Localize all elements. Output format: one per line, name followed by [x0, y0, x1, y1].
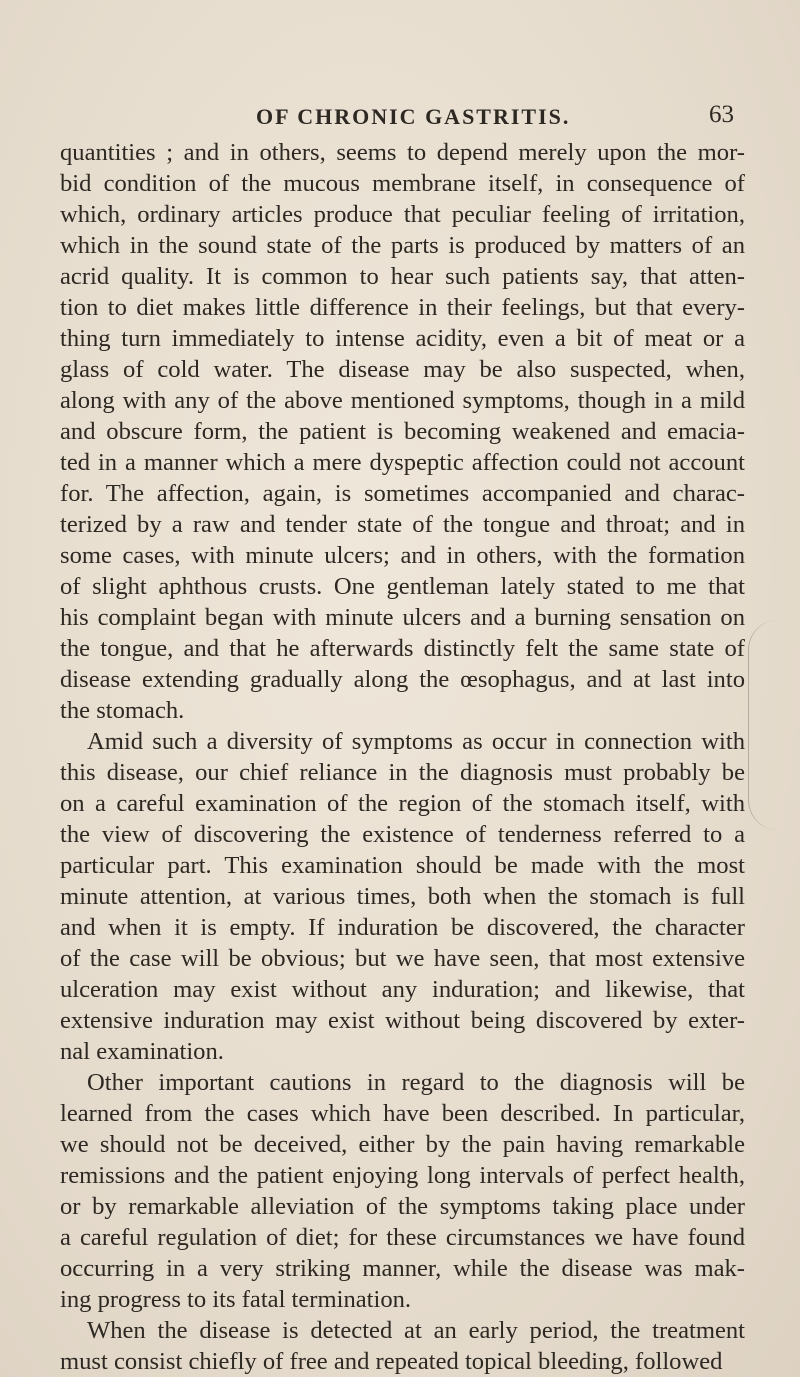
text-line: the view of discovering the existence of tenderness referred to a: [60, 821, 745, 848]
text-line: must consist chiefly of free and repeated topical bleeding, followed: [60, 1348, 723, 1375]
text-line: terized by a raw and tender state of the tongue and throat; and in: [60, 511, 745, 538]
page-number: 63: [709, 101, 734, 128]
text-line: and obscure form, the patient is becoming weakened and emacia-: [60, 418, 745, 445]
text-line: Amid such a diversity of symptoms as occur in connection with: [87, 728, 745, 755]
text-line: of slight aphthous crusts. One gentleman lately stated to me that: [60, 573, 745, 600]
binding-shadow: [748, 620, 789, 830]
text-line: occurring in a very striking manner, while the disease was mak-: [60, 1255, 745, 1282]
text-line: remissions and the patient enjoying long intervals of perfect health,: [60, 1162, 745, 1189]
text-line: ing progress to its fatal termination.: [60, 1286, 412, 1313]
text-line: glass of cold water. The disease may be also suspected, when,: [60, 356, 745, 383]
text-line: which, ordinary articles produce that peculiar feeling of irritation,: [60, 201, 745, 228]
text-line: which in the sound state of the parts is produced by matters of an: [60, 232, 745, 259]
running-title: OF CHRONIC GASTRITIS.: [256, 104, 571, 129]
text-line: the tongue, and that he afterwards distinctly felt the same state of: [60, 635, 745, 662]
text-line: disease extending gradually along the œsophagus, and at last into: [60, 666, 745, 693]
text-line: particular part. This examination should be made with the most: [60, 852, 745, 879]
text-line: nal examination.: [60, 1038, 224, 1065]
text-line: ted in a manner which a mere dyspeptic affection could not account: [60, 449, 745, 476]
text-line: and when it is empty. If induration be discovered, the character: [60, 914, 745, 941]
text-line: extensive induration may exist without being discovered by exter-: [60, 1007, 745, 1034]
text-line: acrid quality. It is common to hear such patients say, that atten-: [60, 263, 745, 290]
text-line: Other important cautions in regard to the diagnosis will be: [87, 1069, 745, 1096]
text-line: ulceration may exist without any induration; and likewise, that: [60, 976, 745, 1003]
body-text: [60, 137, 745, 1377]
text-line: learned from the cases which have been described. In particular,: [60, 1100, 745, 1127]
text-line: bid condition of the mucous membrane itself, in consequence of: [60, 170, 745, 197]
text-line: thing turn immediately to intense acidity, even a bit of meat or a: [60, 325, 745, 352]
text-line: of the case will be obvious; but we have seen, that most extensive: [60, 945, 745, 972]
text-line: we should not be deceived, either by the pain having remarkable: [60, 1131, 745, 1158]
text-line: his complaint began with minute ulcers and a burning sensation on: [60, 604, 745, 631]
text-line: quantities ; and in others, seems to depend merely upon the mor-: [60, 139, 745, 166]
text-line: on a careful examination of the region of the stomach itself, with: [60, 790, 745, 817]
text-line: minute attention, at various times, both when the stomach is full: [60, 883, 745, 910]
text-line: the stomach.: [60, 697, 185, 724]
text-line: a careful regulation of diet; for these circumstances we have found: [60, 1224, 745, 1251]
text-line: this disease, our chief reliance in the diagnosis must probably be: [60, 759, 745, 786]
text-line: along with any of the above mentioned symptoms, though in a mild: [60, 387, 745, 414]
text-line: for. The affection, again, is sometimes accompanied and charac-: [60, 480, 745, 507]
text-line: When the disease is detected at an early period, the treatment: [87, 1317, 745, 1344]
running-header: [256, 101, 734, 130]
text-line: or by remarkable alleviation of the symptoms taking place under: [60, 1193, 745, 1220]
text-line: some cases, with minute ulcers; and in others, with the formation: [60, 542, 745, 569]
text-line: tion to diet makes little difference in their feelings, but that every-: [60, 294, 745, 321]
